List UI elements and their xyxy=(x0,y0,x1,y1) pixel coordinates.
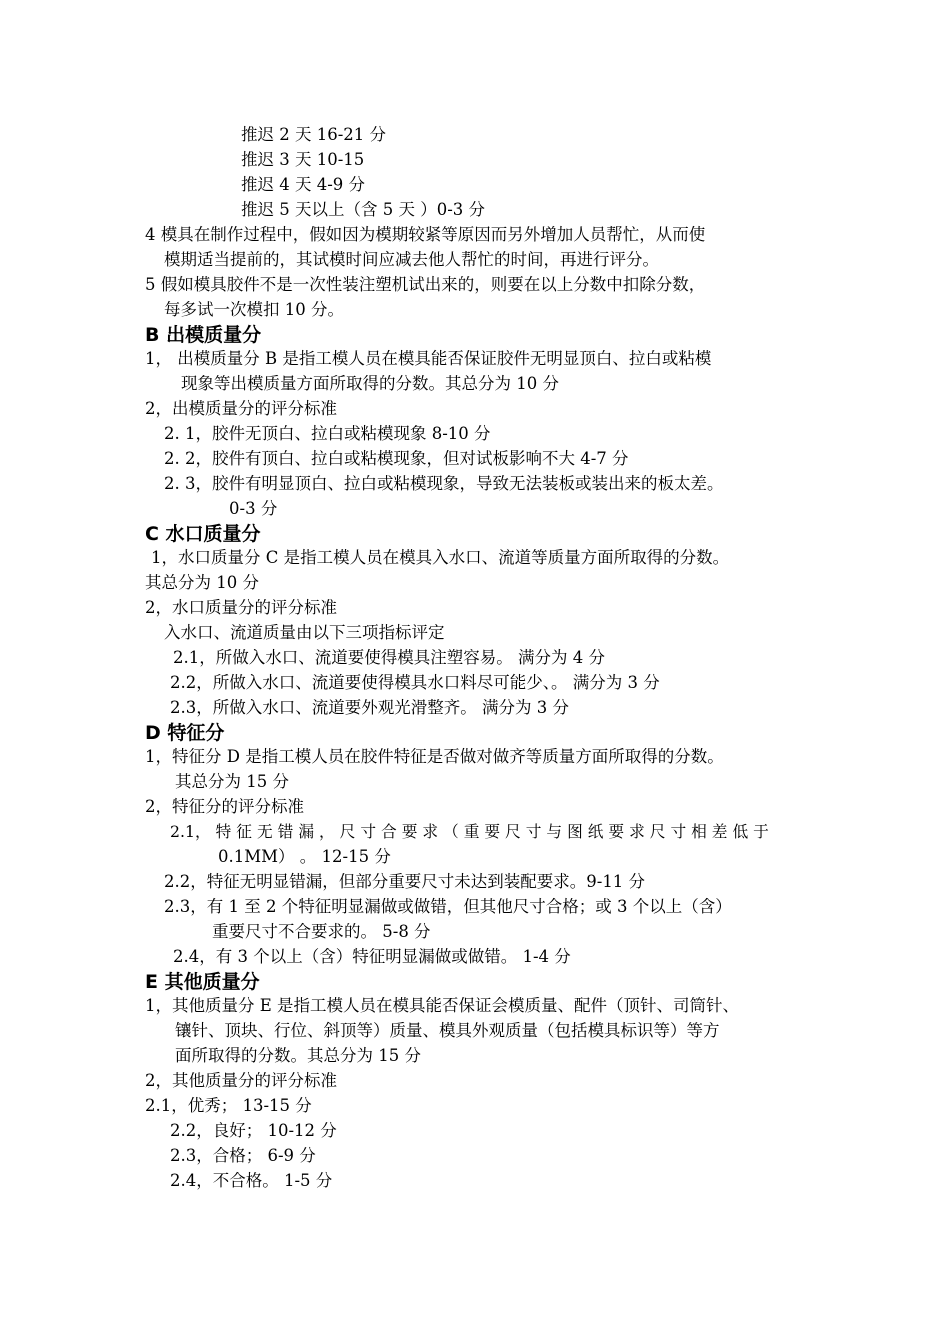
section-e-line: 面所取得的分数。其总分为 15 分 xyxy=(175,1046,421,1065)
section-c-line: 其总分为 10 分 xyxy=(145,573,259,592)
section-b-heading: B 出模质量分 xyxy=(145,324,262,346)
section-d-line: 重要尺寸不合要求的。 5-8 分 xyxy=(212,922,431,941)
section-d-line: 2.1， 特 征 无 错 漏 ， 尺 寸 合 要 求 （ 重 要 尺 寸 与 图 纸 要 求 尺 寸 相 差 低 于 xyxy=(170,822,769,841)
section-b-line: 2，出模质量分的评分标准 xyxy=(145,399,337,418)
note-4-line-1: 4 模具在制作过程中，假如因为模期较紧等原因而另外增加人员帮忙，从而使 xyxy=(145,225,706,244)
section-e-heading: E 其他质量分 xyxy=(145,971,260,993)
note-5-line-1: 5 假如模具胶件不是一次性装注塑机试出来的，则要在以上分数中扣除分数， xyxy=(145,275,706,294)
section-d-line: 其总分为 15 分 xyxy=(175,772,289,791)
section-d-line: 0.1MM） 。 12-15 分 xyxy=(218,847,391,866)
delay-5-days: 推迟 5 天以上（含 5 天 ）0-3 分 xyxy=(241,200,486,219)
section-c-line: 2，水口质量分的评分标准 xyxy=(145,598,337,617)
section-d-line: 1，特征分 D 是指工模人员在胶件特征是否做对做齐等质量方面所取得的分数。 xyxy=(145,747,724,766)
section-e-line: 2.3，合格； 6-9 分 xyxy=(170,1146,316,1165)
section-d-line: 2.2，特征无明显错漏，但部分重要尺寸未达到装配要求。9-11 分 xyxy=(164,872,646,891)
delay-4-days: 推迟 4 天 4-9 分 xyxy=(241,175,366,194)
section-c-line: 1，水口质量分 C 是指工模人员在模具入水口、流道等质量方面所取得的分数。 xyxy=(151,548,730,567)
section-b-line: 0-3 分 xyxy=(229,499,278,518)
section-e-line: 2.2，良好； 10-12 分 xyxy=(170,1121,337,1140)
section-d-heading: D 特征分 xyxy=(145,722,225,744)
section-b-line: 2. 2，胶件有顶白、拉白或粘模现象，但对试板影响不大 4-7 分 xyxy=(164,449,629,468)
section-c-line: 入水口、流道质量由以下三项指标评定 xyxy=(164,623,445,642)
section-c-heading: C 水口质量分 xyxy=(145,523,261,545)
section-d-line: 2.4，有 3 个以上（含）特征明显漏做或做错。 1-4 分 xyxy=(173,947,571,966)
section-e-line: 2，其他质量分的评分标准 xyxy=(145,1071,337,1090)
section-c-line: 2.1，所做入水口、流道要使得模具注塑容易。 满分为 4 分 xyxy=(173,648,605,667)
section-e-line: 镶针、顶块、行位、斜顶等）质量、模具外观质量（包括模具标识等）等方 xyxy=(175,1021,720,1040)
section-b-line: 现象等出模质量方面所取得的分数。其总分为 10 分 xyxy=(181,374,559,393)
section-b-line: 2. 1，胶件无顶白、拉白或粘模现象 8-10 分 xyxy=(164,424,491,443)
note-4-line-2: 模期适当提前的，其试模时间应减去他人帮忙的时间，再进行评分。 xyxy=(164,250,659,269)
note-5-line-2: 每多试一次模扣 10 分。 xyxy=(164,300,344,319)
delay-3-days: 推迟 3 天 10-15 xyxy=(241,150,365,169)
section-e-line: 1，其他质量分 E 是指工模人员在模具能否保证会模质量、配件（顶针、司筒针、 xyxy=(145,996,740,1015)
section-b-line: 2. 3，胶件有明显顶白、拉白或粘模现象，导致无法装板或装出来的板太差。 xyxy=(164,474,724,493)
section-d-line: 2，特征分的评分标准 xyxy=(145,797,304,816)
section-c-line: 2.3，所做入水口、流道要外观光滑整齐。 满分为 3 分 xyxy=(170,698,569,717)
section-b-line: 1， 出模质量分 B 是指工模人员在模具能否保证胶件无明显顶白、拉白或粘模 xyxy=(145,349,712,368)
section-e-line: 2.4，不合格。 1-5 分 xyxy=(170,1171,333,1190)
section-d-line: 2.3，有 1 至 2 个特征明显漏做或做错，但其他尺寸合格；或 3 个以上（含） xyxy=(164,897,732,916)
delay-2-days: 推迟 2 天 16-21 分 xyxy=(241,125,387,144)
section-e-line: 2.1，优秀； 13-15 分 xyxy=(145,1096,312,1115)
section-c-line: 2.2，所做入水口、流道要使得模具水口料尽可能少、。 满分为 3 分 xyxy=(170,673,660,692)
